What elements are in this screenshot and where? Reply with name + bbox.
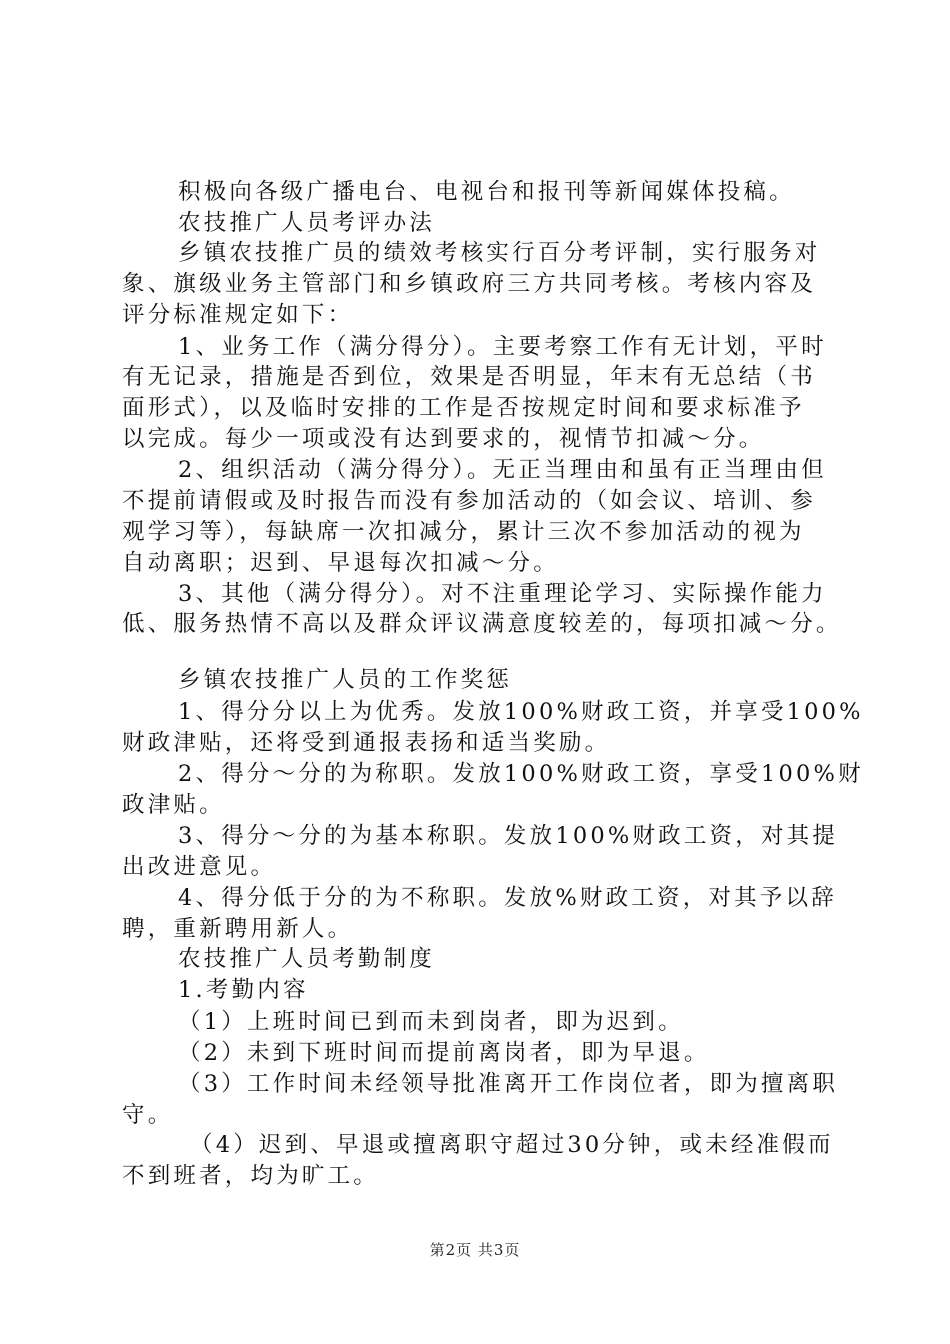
section-heading: 农技推广人员考评办法 (178, 210, 436, 236)
list-item: （2）未到下班时间而提前离岗者，即为早退。 (178, 1040, 710, 1066)
list-item: 不到班者，均为旷工。 (122, 1163, 380, 1189)
paragraph-line: 自动离职；迟到、早退每次扣减～分。 (122, 550, 559, 576)
list-item: （4）迟到、早退或擅离职守超过30分钟，或未经准假而 (190, 1132, 834, 1158)
paragraph-line: 1、业务工作（满分得分）。主要考察工作有无计划，平时 (178, 334, 827, 360)
paragraph-line: 出改进意见。 (122, 854, 277, 880)
paragraph-line: 财政津贴，还将受到通报表扬和适当奖励。 (122, 730, 611, 756)
paragraph-line: 2、得分～分的为称职。发放100%财政工资，享受100%财 (178, 761, 864, 787)
paragraph-line: 以完成。每少一项或没有达到要求的，视情节扣减～分。 (122, 426, 765, 452)
section-heading: 乡镇农技推广人员的工作奖惩 (178, 667, 513, 693)
paragraph-line: 4、得分低于分的为不称职。发放%财政工资，对其予以辞 (178, 885, 837, 911)
page-number: 第2页 共3页 (429, 1241, 521, 1259)
paragraph-line: 低、服务热情不高以及群众评议满意度较差的，每项扣减～分。 (122, 611, 842, 637)
paragraph-line: 观学习等），每缺席一次扣减分，累计三次不参加活动的视为 (122, 519, 805, 545)
paragraph-line: 象、旗级业务主管部门和乡镇政府三方共同考核。考核内容及 (122, 271, 816, 297)
paragraph-line: 评分标准规定如下： (122, 302, 354, 328)
paragraph-line: 乡镇农技推广员的绩效考核实行百分考评制，实行服务对 (178, 240, 821, 266)
paragraph-line: 3、其他（满分得分）。对不注重理论学习、实际操作能力 (178, 581, 827, 607)
paragraph-line: 政津贴。 (122, 792, 225, 818)
paragraph-line: 面形式），以及临时安排的工作是否按规定时间和要求标准予 (122, 395, 805, 421)
list-item: （3）工作时间未经领导批准离开工作岗位者，即为擅离职 (178, 1071, 839, 1097)
list-item: 守。 (122, 1102, 174, 1128)
page-footer (0, 1240, 950, 1260)
paragraph-line: 1、得分分以上为优秀。发放100%财政工资，并享受100% (178, 699, 864, 725)
paragraph-line: 聘，重新聘用新人。 (122, 916, 354, 942)
paragraph-line: 3、得分～分的为基本称职。发放100%财政工资，对其提 (178, 823, 839, 849)
paragraph-line: 有无记录，措施是否到位，效果是否明显，年末有无总结（书 (122, 364, 816, 390)
section-heading: 农技推广人员考勤制度 (178, 946, 436, 972)
subsection-heading: 1.考勤内容 (178, 977, 309, 1003)
paragraph-line: 不提前请假或及时报告而没有参加活动的（如会议、培训、参 (122, 488, 816, 514)
paragraph-line: 2、组织活动（满分得分）。无正当理由和虽有正当理由但 (178, 457, 827, 483)
paragraph-line: 积极向各级广播电台、电视台和报刊等新闻媒体投稿。 (178, 179, 795, 205)
list-item: （1）上班时间已到而未到岗者，即为迟到。 (178, 1009, 684, 1035)
